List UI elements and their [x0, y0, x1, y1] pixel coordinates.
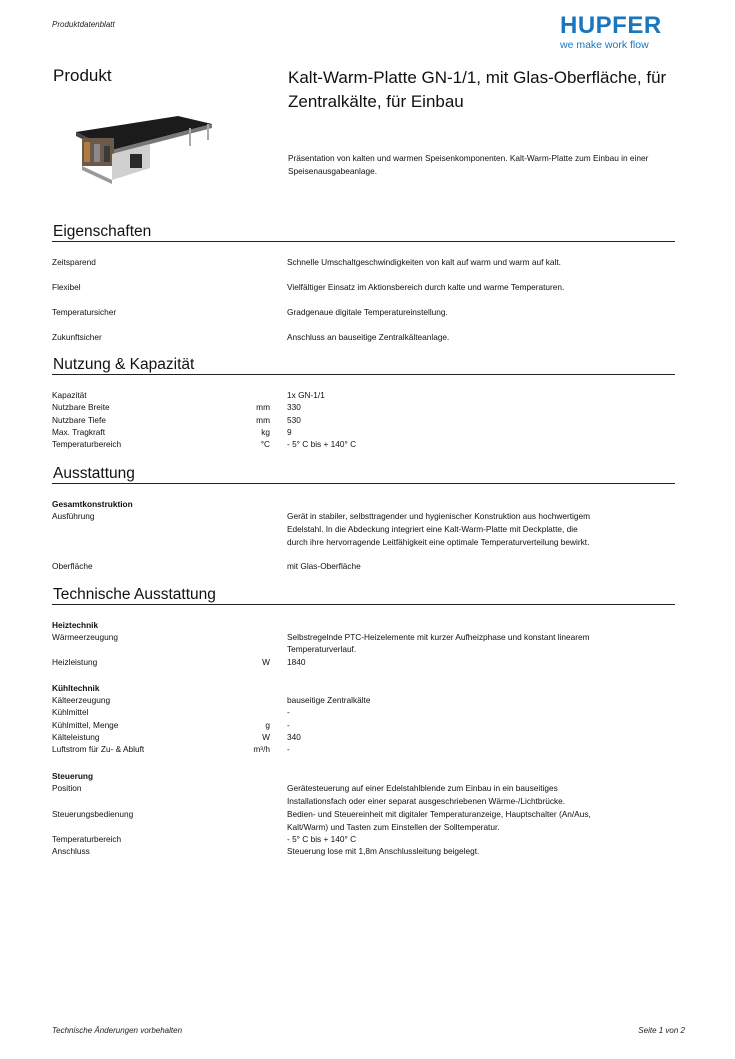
row-unit: °C — [260, 439, 270, 449]
row-value: mit Glas-Oberfläche — [287, 561, 361, 571]
row-value: - — [287, 707, 290, 717]
group-title: Gesamtkonstruktion — [52, 499, 133, 509]
row-value: 1840 — [287, 657, 306, 667]
row-value: - 5° C bis + 140° C — [287, 834, 357, 844]
row-value: Bedien- und Steuereinheit mit digitaler Temperaturanzeige, Hauptschalter (An/Aus, — [287, 809, 591, 819]
section-title: Technische Ausstattung — [53, 586, 216, 603]
row-label: Temperatursicher — [52, 307, 117, 317]
row-unit: g — [265, 720, 270, 730]
group-title: Steuerung — [52, 771, 94, 781]
product-title: Kalt-Warm-Platte GN-1/1, mit Glas-Oberfläche, für Zentralkälte, für Einbau — [288, 68, 667, 111]
row-value: - 5° C bis + 140° C — [287, 439, 357, 449]
section-eigenschaften — [52, 222, 675, 242]
brand-name: HUPFER — [560, 12, 662, 39]
footer-page-number: Seite 1 von 2 — [638, 1026, 685, 1035]
group-title: Kühltechnik — [52, 683, 100, 693]
row-value: 340 — [287, 732, 301, 742]
row-value: Kalt/Warm) und Tasten zum Einstellen der Solltemperatur. — [287, 822, 500, 832]
row-value: Temperaturverlauf. — [287, 644, 357, 654]
row-value: Gerät in stabiler, selbsttragender und hygienischer Konstruktion aus hochwertigem — [287, 511, 591, 521]
row-label: Temperaturbereich — [52, 834, 122, 844]
row-label: Steuerungsbedienung — [52, 809, 134, 819]
section-title: Ausstattung — [53, 465, 135, 482]
row-value: durch ihre hervorragende Leitfähigkeit eine optimale Temperaturverteilung bewirkt. — [287, 537, 590, 547]
row-label: Zeitsparend — [52, 257, 96, 267]
row-value: 9 — [287, 427, 292, 437]
row-label: Nutzbare Tiefe — [52, 415, 106, 425]
row-label: Luftstrom für Zu- & Abluft — [52, 744, 145, 754]
row-label: Kälteleistung — [52, 732, 100, 742]
row-value: 330 — [287, 402, 301, 412]
row-label: Anschluss — [52, 846, 90, 856]
row-value: Anschluss an bauseitige Zentralkälteanlage. — [287, 332, 450, 342]
row-value: Schnelle Umschaltgeschwindigkeiten von kalt auf warm und warm auf kalt. — [287, 257, 561, 267]
row-value: 1x GN-1/1 — [287, 390, 325, 400]
row-unit: mm — [256, 415, 270, 425]
row-unit: mm — [256, 402, 270, 412]
document-type-label: Produktdatenblatt — [52, 20, 115, 29]
row-value: Vielfältiger Einsatz im Aktionsbereich durch kalte und warme Temperaturen. — [287, 282, 565, 292]
row-unit: W — [262, 657, 270, 667]
row-value: Selbstregelnde PTC-Heizelemente mit kurzer Aufheizphase und konstant linearem — [287, 632, 590, 642]
row-unit: kg — [261, 427, 270, 437]
section-technische-ausstattung — [52, 585, 675, 605]
row-label: Kühlmittel, Menge — [52, 720, 119, 730]
row-value: Installationsfach oder einer separat ausgeschriebenen Wärme-/Lichtbrücke. — [287, 796, 566, 806]
row-unit: m³/h — [253, 744, 270, 754]
row-unit: W — [262, 732, 270, 742]
row-label: Kühlmittel — [52, 707, 89, 717]
row-label: Kapazität — [52, 390, 87, 400]
section-ausstattung — [52, 464, 675, 484]
row-value: - — [287, 744, 290, 754]
group-title: Heiztechnik — [52, 620, 99, 630]
section-title: Eigenschaften — [53, 223, 152, 240]
row-value: Steuerung lose mit 1,8m Anschlussleitung beigelegt. — [287, 846, 480, 856]
row-label: Position — [52, 783, 82, 793]
brand-logo — [560, 14, 685, 51]
row-label: Nutzbare Breite — [52, 402, 110, 412]
row-value: 530 — [287, 415, 301, 425]
row-label: Temperaturbereich — [52, 439, 122, 449]
row-value: Gradgenaue digitale Temperatureinstellung. — [287, 307, 448, 317]
section-nutzung — [52, 355, 675, 375]
product-image — [70, 110, 220, 190]
section-title: Nutzung & Kapazität — [53, 356, 195, 373]
row-value: Edelstahl. In die Abdeckung integriert eine Kalt-Warm-Platte mit Deckplatte, die — [287, 524, 578, 534]
row-label: Wärmeerzeugung — [52, 632, 118, 642]
row-value: bauseitige Zentralkälte — [287, 695, 371, 705]
row-label: Oberfläche — [52, 561, 93, 571]
footer-disclaimer: Technische Änderungen vorbehalten — [52, 1026, 183, 1035]
brand-tagline: we make work flow — [560, 39, 649, 51]
row-value: Gerätesteuerung auf einer Edelstahlblende zum Einbau in ein bauseitiges — [287, 783, 558, 793]
product-label: Produkt — [53, 66, 112, 85]
row-value: - — [287, 720, 290, 730]
row-label: Flexibel — [52, 282, 81, 292]
row-label: Heizleistung — [52, 657, 98, 667]
row-label: Kälteerzeugung — [52, 695, 111, 705]
row-label: Max. Tragkraft — [52, 427, 106, 437]
row-label: Zukunftsicher — [52, 332, 102, 342]
row-label: Ausführung — [52, 511, 95, 521]
product-description: Präsentation von kalten und warmen Speisenkomponenten. Kalt-Warm-Platte zum Einbau in einer Speisenausgabeanlage. — [288, 153, 649, 176]
